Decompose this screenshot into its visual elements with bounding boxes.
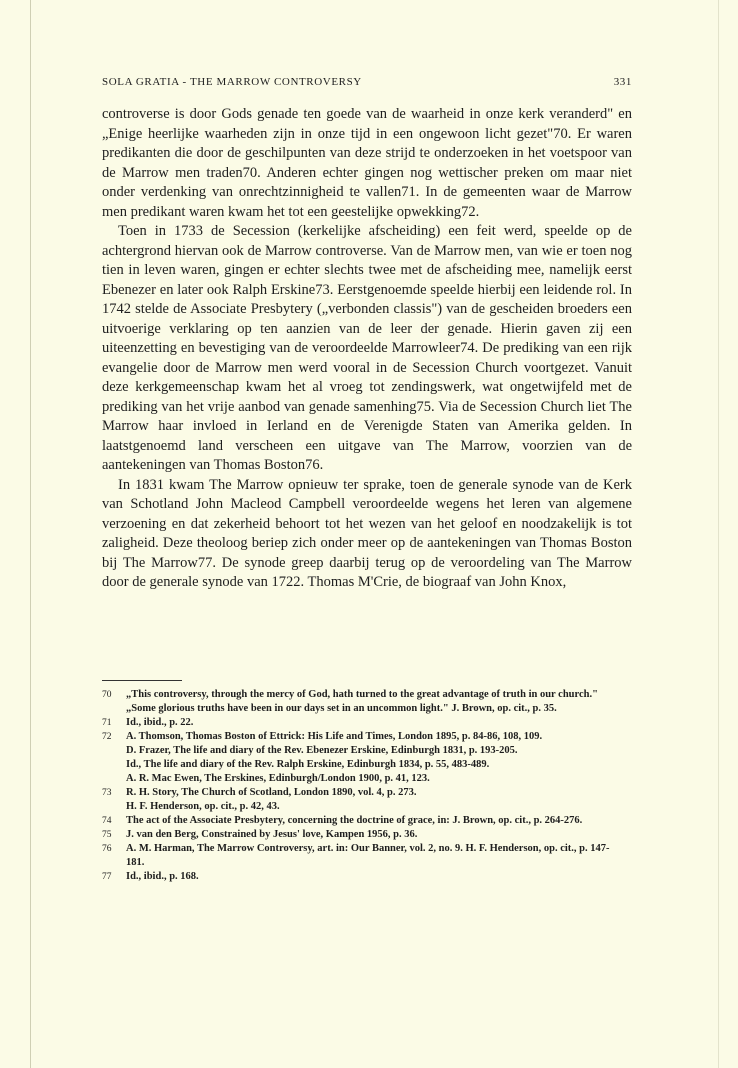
footnote-number: 74 xyxy=(102,816,112,826)
page-number: 331 xyxy=(613,76,632,88)
footnote-number: 76 xyxy=(102,844,112,854)
footnote-text: Id., The life and diary of the Rev. Ralph Erskine, Edinburgh 1834, p. 55, 483-489. xyxy=(126,759,490,770)
footnote-number: 77 xyxy=(102,872,112,882)
footnote-text: H. F. Henderson, op. cit., p. 42, 43. xyxy=(126,801,280,812)
footnote-number: 71 xyxy=(102,718,112,728)
footnote xyxy=(102,688,617,716)
paragraph: In 1831 kwam The Marrow opnieuw ter sprake, toen de generale synode van de Kerk van Schotland John Macleod Campbell veroordeelde wegens het leren van algemene verzoening en dat zekerheid behoort tot het wezen van het geloof en noodzakelijk is tot zaligheid. Deze theoloog beriep zich onder meer op de aantekeningen van Thomas Boston bij The Marrow77. De synode greep daarbij terug op de veroordeling van The Marrow door de generale synode van 1722. Thomas M'Crie, de biograaf van John Knox, xyxy=(102,476,632,590)
footnote xyxy=(102,842,617,870)
paragraph: controverse is door Gods genade ten goede van de waarheid in onze kerk veranderd" en „Enige heerlijke waarheden zijn in onze tijd in een ongewoon licht gezet"70. Er waren predikanten die door de geschilpunten van deze strijd te onderzoeken in het voetspoor van de Marrow men traden70. Anderen echter gingen nog wettischer preken om maar niet onder verdenking van onrechtzinnigheid te vallen71. In de gemeenten waar de Marrow men predikant waren kwam het tot een geestelijke opwekking72. xyxy=(102,106,632,220)
footnote xyxy=(102,870,617,884)
footnote-text: Id., ibid., p. 168. xyxy=(126,871,199,882)
paragraph: Toen in 1733 de Secession (kerkelijke afscheiding) een feit werd, speelde op de achtergrond hiervan ook de Marrow controverse. Van de Marrow men, van wie er toen nog tien in leven waren, gingen er echter slechts twee met de afscheiding mee, namelijk eerst Ebenezer en later ook Ralph Erskine73. Eerstgenoemde speelde hierbij een leidende rol. In 1742 stelde de Associate Presbytery („verbonden classis") van de gescheiden broeders een uitvoerige verklaring op ten aanzien van de leer der genade. Hierin gaven zij een uiteenzetting en bevestiging van de veroordeelde Marrowleer74. De prediking van een rijk evangelie door de Marrow men werd vooral in de Secession Church voortgezet. Vanuit deze kerkgemeenschap kwam het al vroeg tot zendingswerk, wat ongetwijfeld met de prediking van het vrije aanbod van genade samenhing75. Via de Secession Church liet The Marrow haar invloed in Ierland en de Verenigde Staten van Amerika gelden. In laatstgenoemd land verscheen een uitgave van The Marrow, voorzien van de aantekeningen van Thomas Boston76. xyxy=(102,223,632,473)
footnote-number: 72 xyxy=(102,732,112,742)
footnotes xyxy=(102,688,617,884)
footnote-number: 70 xyxy=(102,690,112,700)
footnote-text: A. R. Mac Ewen, The Erskines, Edinburgh/London 1900, p. 41, 123. xyxy=(126,773,430,784)
footnote-number: 75 xyxy=(102,830,112,840)
body-text xyxy=(102,105,632,593)
footnote-text: A. Thomson, Thomas Boston of Ettrick: His Life and Times, London 1895, p. 84-86, 108, 109. xyxy=(126,731,543,742)
footnote xyxy=(102,828,617,842)
footnote-text: „This controversy, through the mercy of God, hath turned to the great advantage of truth in our church." „Some glorious truths have been in our days set in an uncommon light." J. Brown, op. cit., p. 35. xyxy=(126,689,598,714)
page-edge-left xyxy=(30,0,31,1068)
footnote-text: D. Frazer, The life and diary of the Rev. Ebenezer Erskine, Edinburgh 1831, p. 193-205. xyxy=(126,745,518,756)
footnote-text: R. H. Story, The Church of Scotland, London 1890, vol. 4, p. 273. xyxy=(126,787,417,798)
footnote-text: The act of the Associate Presbytery, concerning the doctrine of grace, in: J. Brown, op. cit., p. 264-276. xyxy=(126,815,583,826)
footnote xyxy=(102,814,617,828)
running-title: SOLA GRATIA - THE MARROW CONTROVERSY xyxy=(102,76,362,88)
footnote-text: A. M. Harman, The Marrow Controversy, art. in: Our Banner, vol. 2, no. 9. H. F. Henderson, op. cit., p. 147-181. xyxy=(126,843,610,868)
footnote xyxy=(102,730,617,786)
footnote xyxy=(102,716,617,730)
footnote xyxy=(102,786,617,814)
footnote-text: Id., ibid., p. 22. xyxy=(126,717,194,728)
page-edge-right xyxy=(718,0,719,1068)
footnote-number: 73 xyxy=(102,788,112,798)
footnote-rule xyxy=(102,680,182,681)
footnote-text: J. van den Berg, Constrained by Jesus' love, Kampen 1956, p. 36. xyxy=(126,829,418,840)
